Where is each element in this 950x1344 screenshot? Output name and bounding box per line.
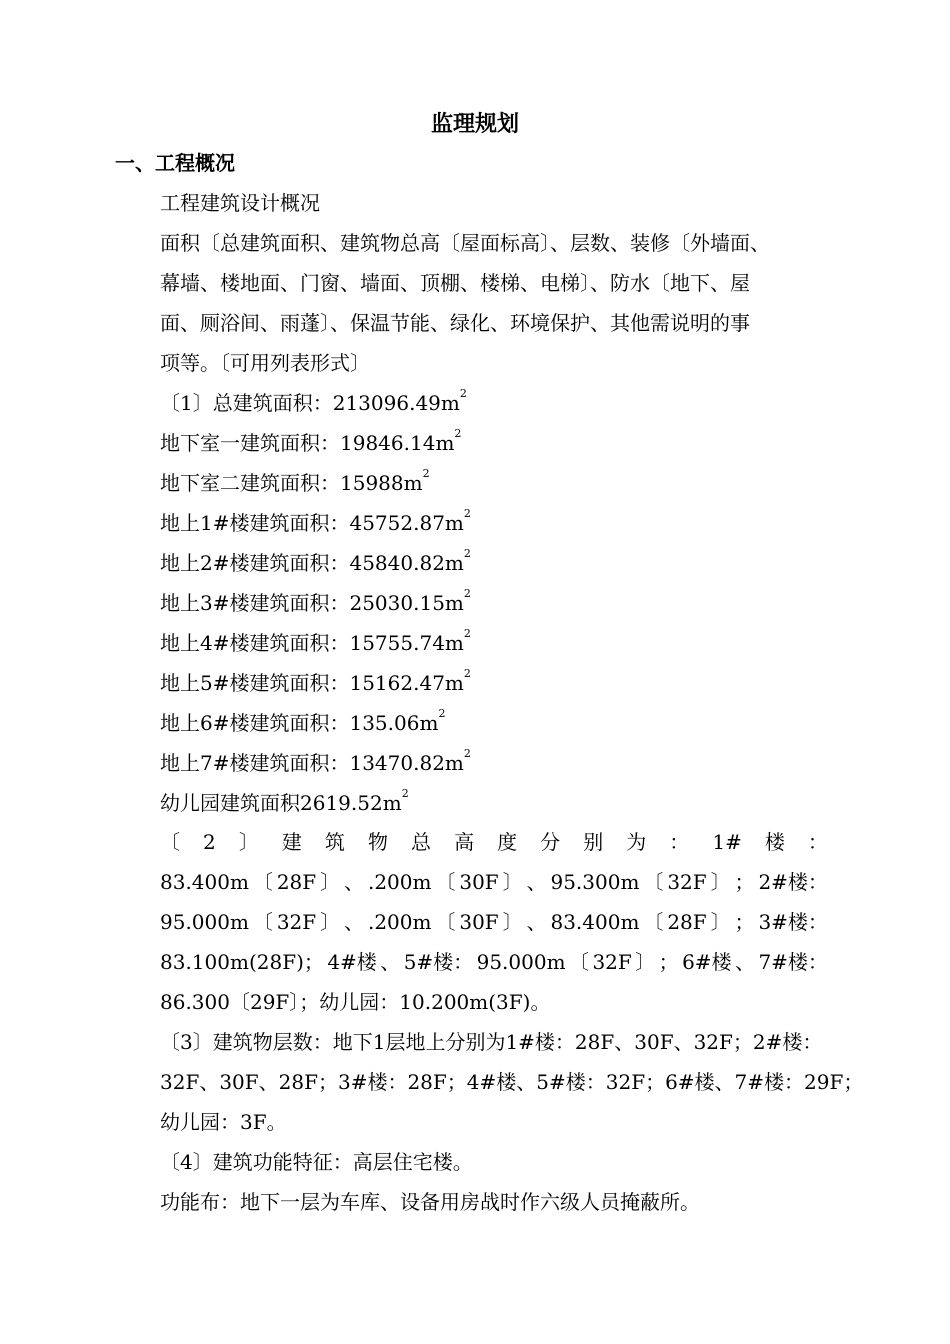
height-token: 高 (454, 830, 475, 854)
area-value: 13470.82 (349, 751, 445, 775)
height-token: 83.400m (160, 870, 249, 894)
height-token: 物 (367, 830, 388, 854)
function-line: 〔4〕建筑功能特征：高层住宅楼。 (160, 1150, 473, 1174)
area-value: 45840.82 (349, 551, 445, 575)
area-unit-superscript: 2 (401, 787, 409, 800)
height-token: 〕 (502, 910, 523, 934)
height-line (160, 827, 828, 857)
floors-last-line: 幼儿园：3F。 (160, 1110, 287, 1134)
area-value: 15988 (340, 471, 404, 495)
height-token: 〕 (710, 870, 731, 894)
area-unit: m (444, 751, 464, 775)
height-token: 〕 (320, 870, 341, 894)
area-item (160, 588, 471, 618)
area-value: 135.06 (349, 711, 420, 735)
height-token: 28F (276, 870, 317, 894)
area-unit: m (419, 711, 439, 735)
area-unit: m (444, 671, 464, 695)
height-line (160, 907, 828, 937)
height-token: 83.400m (550, 910, 640, 934)
floors-line-1: 〔3〕建筑物层数：地下1层地上分别为1#楼：28F、30F、32F；2#楼： (160, 1030, 823, 1054)
area-unit: m (444, 631, 464, 655)
height-token: 2 (203, 830, 216, 854)
area-unit-superscript: 2 (463, 547, 471, 560)
area-unit-superscript: 2 (438, 707, 446, 720)
height-token: 、 (526, 910, 547, 934)
height-token: .200m (367, 870, 432, 894)
paragraph-scope-line-2: 幕墙、楼地面、门窗、墙面、顶棚、楼梯、电梯〕、防水〔地下、屋 (160, 271, 750, 295)
area-unit-superscript: 2 (463, 587, 471, 600)
section-heading: 一、工程概况 (115, 151, 235, 175)
area-label: 地上1#楼建筑面积： (160, 511, 350, 535)
area-unit-superscript: 2 (454, 427, 462, 440)
height-token: 〕 (238, 830, 259, 854)
height-token: ； (734, 910, 755, 934)
area-unit: m (444, 511, 464, 535)
area-item (160, 468, 430, 498)
height-token: 〕 (710, 910, 731, 934)
area-unit: m (444, 591, 464, 615)
height-token: 32F (276, 910, 317, 934)
height-token: ； (734, 870, 755, 894)
floors-line-2: 32F、30F、28F；3#楼：28F；4#楼、5#楼：32F；6#楼、7#楼：29F； (160, 1070, 864, 1094)
height-line (160, 947, 828, 977)
area-unit: m (403, 471, 423, 495)
area-label: 地上2#楼建筑面积： (160, 551, 350, 575)
height-token: 6#楼 (682, 950, 732, 974)
height-token: 总 (411, 830, 432, 854)
height-token: 30F (459, 870, 499, 894)
height-token: 〕 (635, 950, 656, 974)
height-token: 〔 (569, 950, 589, 974)
area-value: 2619.52 (300, 791, 383, 815)
height-token: ； (658, 950, 679, 974)
area-value: 19846.14 (340, 431, 436, 455)
height-token: 〔 (252, 910, 273, 934)
height-token: 、 (380, 950, 401, 974)
height-token: 〔 (643, 910, 664, 934)
area-unit-superscript: 2 (463, 627, 471, 640)
height-token: 32F (592, 950, 632, 974)
paragraph-scope-line-4: 项等。〔可用列表形式〕 (160, 351, 370, 375)
paragraph-design-overview: 工程建筑设计概况 (160, 191, 320, 215)
height-token: 4#楼 (327, 950, 377, 974)
height-token: 32F (667, 870, 707, 894)
area-item (160, 708, 445, 738)
height-token: 2#楼： (758, 870, 828, 894)
area-label: 幼儿园建筑面积 (160, 791, 300, 815)
height-token: 为 (626, 830, 647, 854)
area-value: 15755.74 (349, 631, 445, 655)
height-token: 7#楼： (758, 950, 828, 974)
layout-line: 功能布：地下一层为车库、设备用房战时作六级人员掩蔽所。 (160, 1190, 700, 1214)
area-value: 25030.15 (349, 591, 445, 615)
area-item (160, 388, 467, 418)
height-token: 〔 (160, 830, 180, 854)
area-unit-superscript: 2 (422, 467, 430, 480)
area-unit: m (440, 391, 460, 415)
height-last-line: 86.300〔29F〕；幼儿园：10.200m(3F)。 (160, 990, 551, 1014)
area-label: 地上3#楼建筑面积： (160, 591, 350, 615)
area-label: 地上4#楼建筑面积： (160, 631, 350, 655)
height-token: 、 (526, 870, 547, 894)
height-token: 〕 (502, 870, 523, 894)
area-unit: m (382, 791, 402, 815)
height-token: 30F (459, 910, 499, 934)
area-label: 地下室一建筑面积： (160, 431, 340, 455)
paragraph-scope-line-3: 面、厕浴间、雨蓬〕、保温节能、绿化、环境保护、其他需说明的事 (160, 311, 750, 335)
height-token: 〔 (435, 870, 456, 894)
height-token: 3#楼： (758, 910, 828, 934)
height-token: 分 (540, 830, 561, 854)
area-unit-superscript: 2 (463, 507, 471, 520)
area-label: 地下室二建筑面积： (160, 471, 340, 495)
height-token: 楼 (764, 830, 785, 854)
area-item (160, 548, 471, 578)
height-token: 83.100m(28F)； (160, 950, 324, 974)
height-token: 筑 (324, 830, 345, 854)
area-unit: m (435, 431, 455, 455)
area-label: 地上5#楼建筑面积： (160, 671, 350, 695)
area-item (160, 748, 471, 778)
area-item (160, 628, 471, 658)
area-value: 213096.49 (332, 391, 441, 415)
area-value: 15162.47 (349, 671, 445, 695)
height-token: ： (669, 830, 690, 854)
height-token: 、 (344, 910, 365, 934)
page-title: 监理规划 (430, 112, 519, 137)
height-token: 〕 (320, 910, 341, 934)
paragraph-scope-line-1: 面积〔总建筑面积、建筑物总高〔屋面标高〕、层数、装修〔外墙面、 (160, 231, 770, 255)
height-token: 95.000m (476, 950, 566, 974)
height-token: 〔 (435, 910, 456, 934)
area-value: 45752.87 (349, 511, 445, 535)
height-token: .200m (367, 910, 432, 934)
height-token: 1# (712, 830, 742, 854)
height-line (160, 867, 828, 897)
height-token: 度 (497, 830, 518, 854)
height-token: ： (807, 830, 828, 854)
height-token: 28F (667, 910, 707, 934)
height-token: 、 (735, 950, 755, 974)
area-item (160, 508, 471, 538)
area-unit-superscript: 2 (459, 387, 467, 400)
area-label: 〔1〕总建筑面积： (160, 391, 333, 415)
area-unit: m (444, 551, 464, 575)
area-label: 地上6#楼建筑面积： (160, 711, 350, 735)
area-unit-superscript: 2 (463, 667, 471, 680)
height-token: 〔 (643, 870, 664, 894)
height-token: 〔 (252, 870, 273, 894)
height-token: 建 (281, 830, 302, 854)
height-token: 、 (344, 870, 365, 894)
area-item (160, 788, 409, 818)
area-unit-superscript: 2 (463, 747, 471, 760)
height-token: 5#楼： (403, 950, 474, 974)
area-item (160, 668, 471, 698)
area-item (160, 428, 461, 458)
height-token: 95.300m (550, 870, 640, 894)
height-token: 别 (583, 830, 604, 854)
height-token: 95.000m (160, 910, 249, 934)
area-label: 地上7#楼建筑面积： (160, 751, 350, 775)
